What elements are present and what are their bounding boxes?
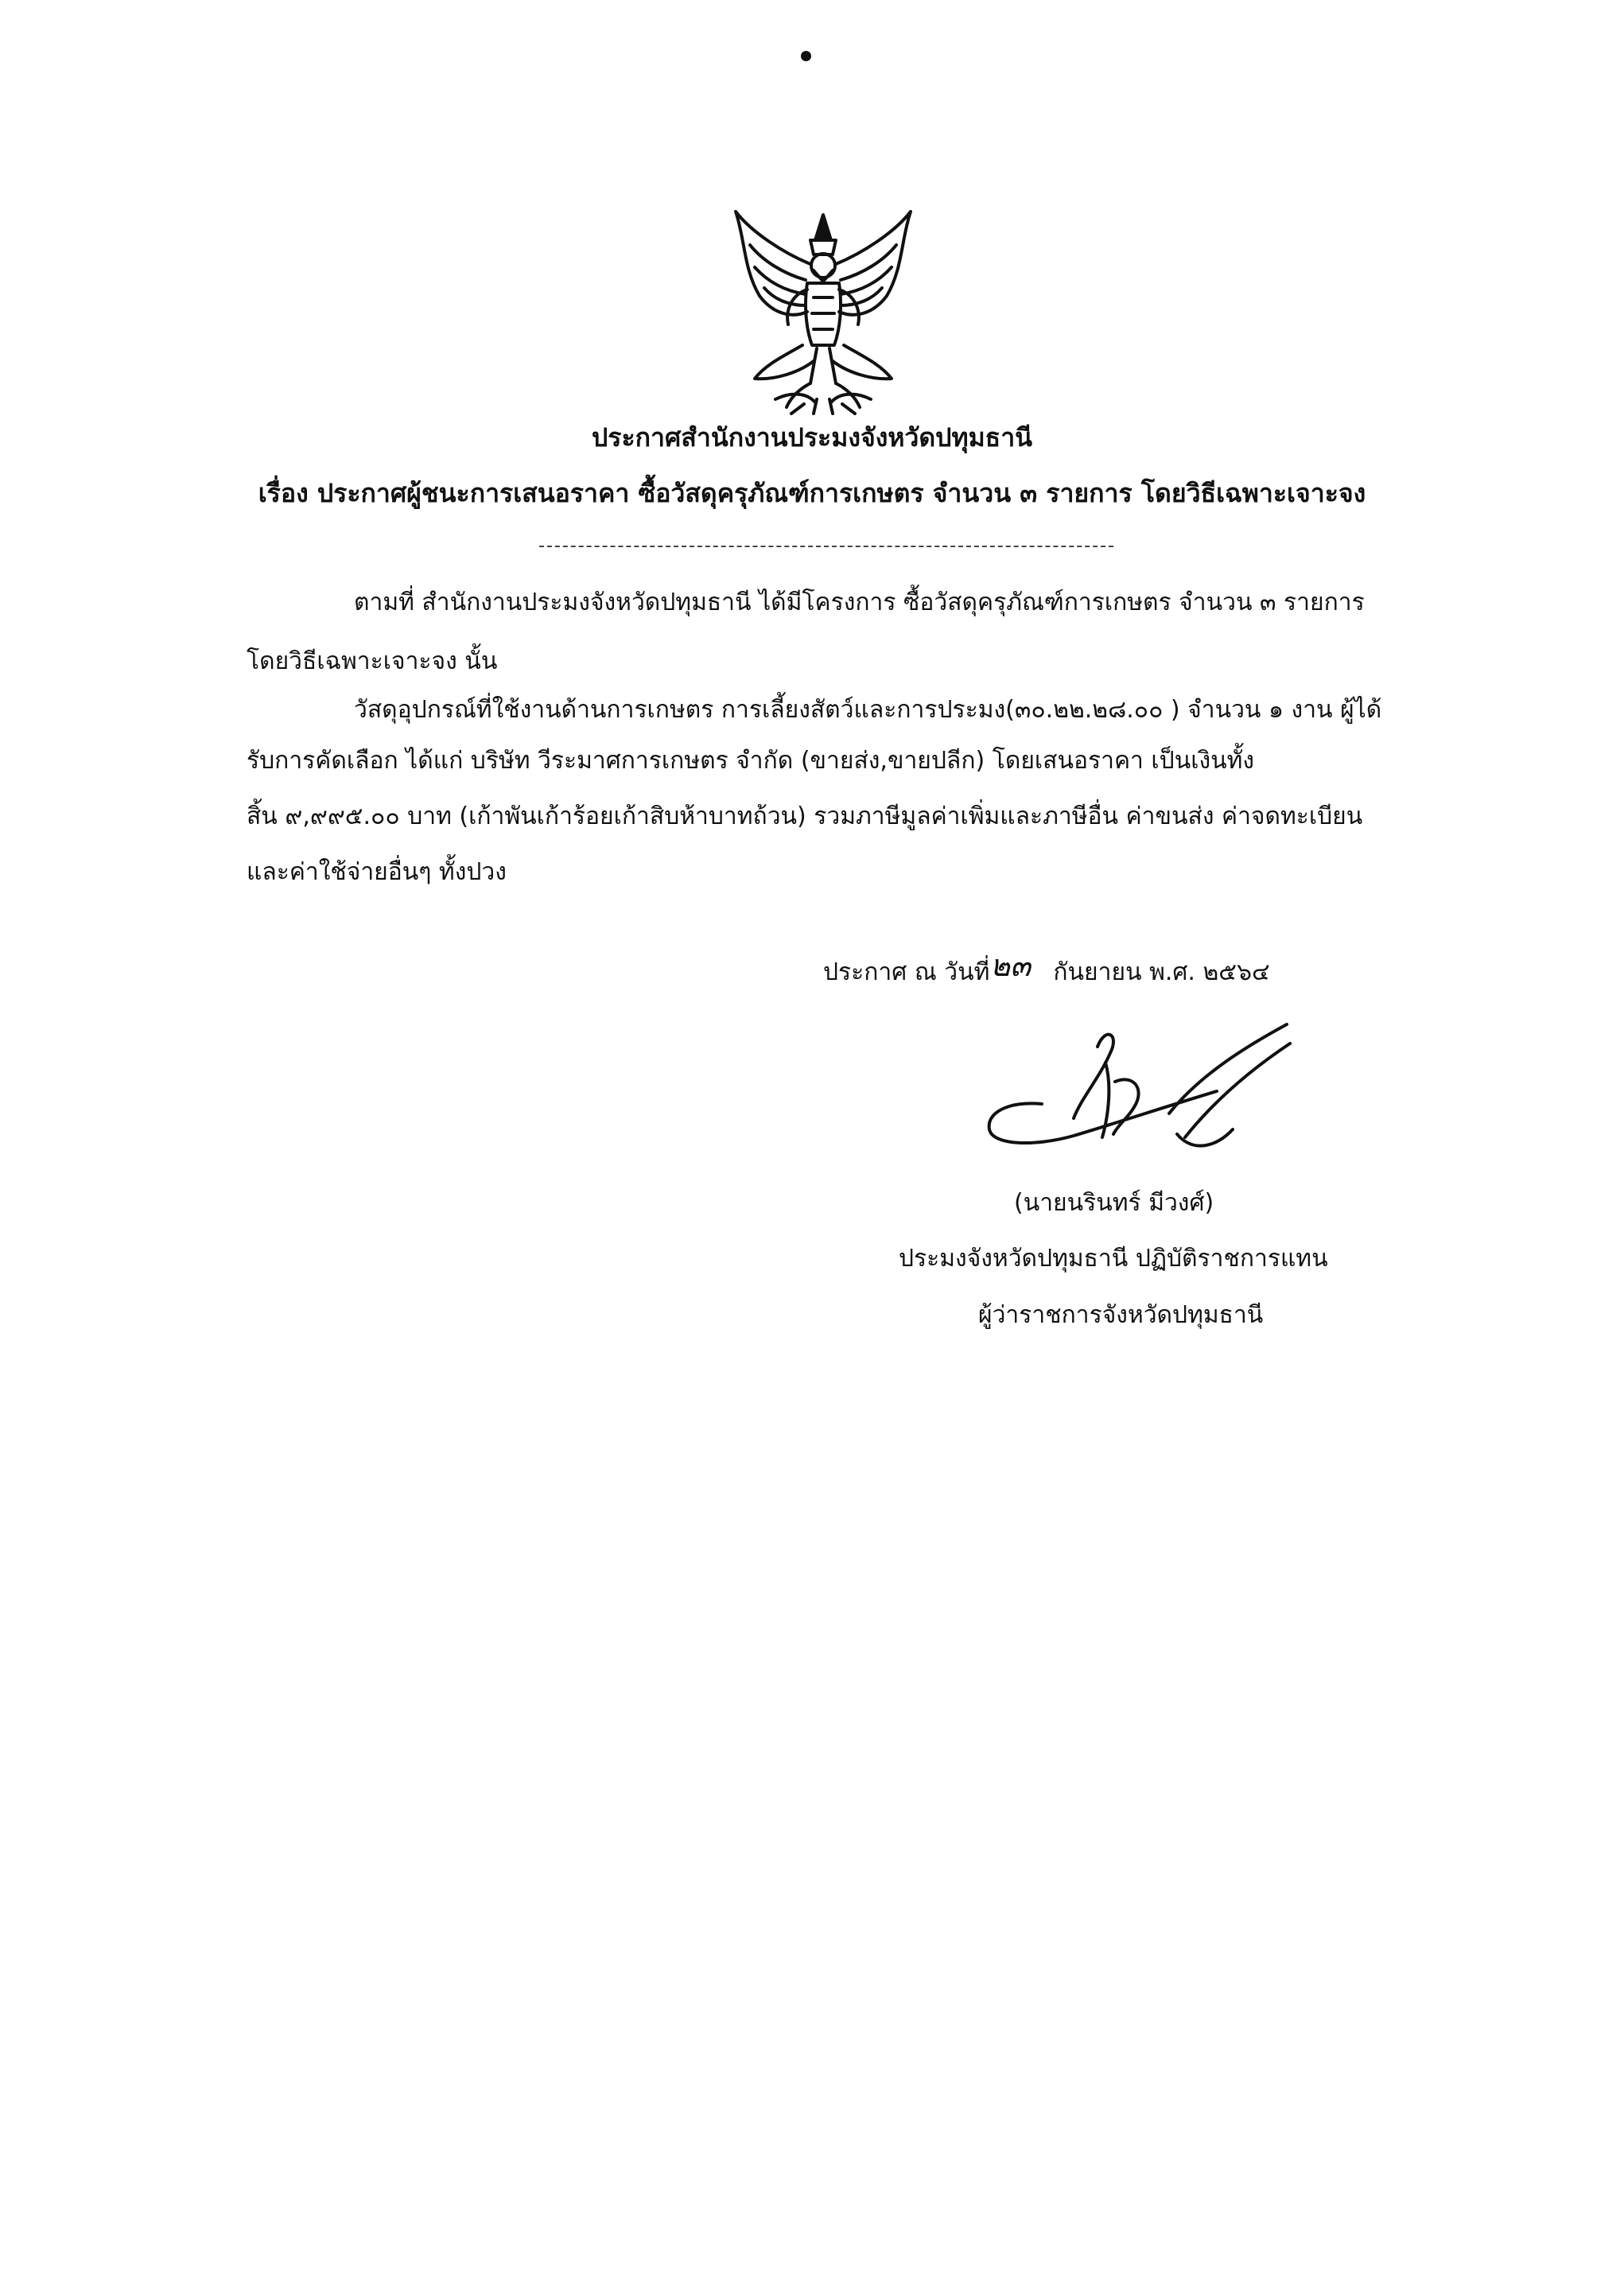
garuda-emblem-icon xyxy=(728,208,919,417)
document-subject: เรื่อง ประกาศผู้ชนะการเสนอราคา ซื้อวัสดุครุภัณฑ์การเกษตร จำนวน ๓ รายการ โดยวิธีเฉพาะเจาะจง xyxy=(258,478,1366,508)
paragraph-1-line-2: โดยวิธีเฉพาะเจาะจง นั้น xyxy=(247,647,498,675)
paragraph-2-line-2: รับการคัดเลือก ได้แก่ บริษัท วีระมาศการเกษตร จำกัด (ขายส่ง,ขายปลีก) โดยเสนอราคา เป็นเงินทั้ง xyxy=(247,747,1255,775)
dashed-divider xyxy=(539,546,1113,547)
paragraph-2-line-4: และค่าใช้จ่ายอื่นๆ ทั้งปวง xyxy=(247,858,507,886)
date-prefix: ประกาศ ณ วันที่ xyxy=(823,958,990,986)
paragraph-1-line-1: ตามที่ สำนักงานประมงจังหวัดปทุมธานี ได้มีโครงการ ซื้อวัสดุครุภัณฑ์การเกษตร จำนวน ๓ รายการ xyxy=(354,589,1365,616)
signature-icon xyxy=(978,1018,1292,1160)
paragraph-2-line-1: วัสดุอุปกรณ์ที่ใช้งานด้านการเกษตร การเลี้ยงสัตว์และการประมง(๓๐.๒๒.๒๘.๐๐ ) จำนวน ๑ งาน ผู้ได้ xyxy=(354,696,1382,724)
document-title: ประกาศสำนักงานประมงจังหวัดปทุมธานี xyxy=(591,422,1033,453)
signatory-name: (นายนรินทร์ มีวงศ์) xyxy=(1014,1189,1214,1217)
paragraph-2-line-3: สิ้น ๙,๙๙๕.๐๐ บาท (เก้าพันเก้าร้อยเก้าสิบห้าบาทถ้วน) รวมภาษีมูลค่าเพิ่มและภาษีอื่น ค่าขนส่ง ค่าจดทะเบียน xyxy=(247,802,1363,830)
date-day-handwritten: ๒๓ xyxy=(990,948,1032,983)
date-suffix: กันยายน พ.ศ. ๒๕๖๔ xyxy=(1053,958,1270,986)
signatory-position-line-1: ประมงจังหวัดปทุมธานี ปฏิบัติราชการแทน xyxy=(899,1245,1328,1273)
signatory-position-line-2: ผู้ว่าราชการจังหวัดปทุมธานี xyxy=(978,1301,1264,1329)
page-mark-dot xyxy=(801,51,811,61)
announcement-date xyxy=(823,957,1270,989)
